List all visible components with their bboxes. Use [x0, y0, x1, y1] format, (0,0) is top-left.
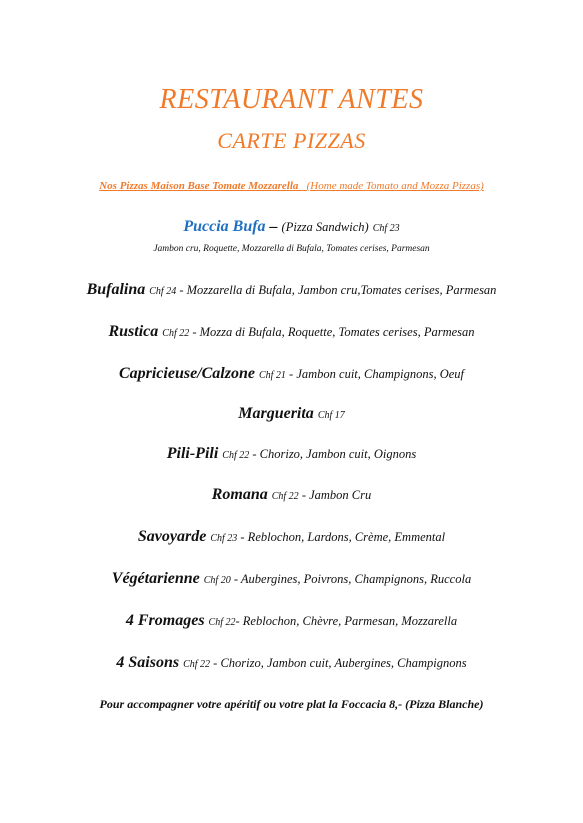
pizza-name: Rustica: [108, 323, 159, 340]
restaurant-title: RESTAURANT ANTES: [159, 84, 424, 115]
pizza-price: Chf 22: [222, 450, 250, 461]
pizza-item: [0, 445, 583, 463]
foccacia-note: Pour accompagner votre apéritif ou votre plat la Foccacia 8,- (Pizza Blanche): [99, 697, 484, 711]
tagline-spacer: [301, 180, 304, 192]
pizza-name: Capricieuse/Calzone: [118, 365, 255, 382]
pizza-item: [0, 570, 583, 588]
pizza-item: [0, 486, 583, 504]
pizza-name: Romana: [211, 486, 268, 503]
pizza-name: Marguerita: [238, 405, 314, 422]
pizza-price: Chf 22: [208, 617, 236, 628]
pizza-name: 4 Fromages: [125, 612, 205, 629]
pizza-item: [0, 281, 583, 299]
pizza-item: [0, 405, 583, 423]
pizza-name: Végétarienne: [111, 570, 200, 587]
tagline-main: Nos Pizzas Maison Base Tomate Mozzarella: [99, 180, 299, 192]
pizza-name: Savoyarde: [137, 528, 207, 545]
pizza-name: 4 Saisons: [116, 654, 180, 671]
pizza-name: Pili-Pili: [166, 445, 219, 462]
puccia-price: Chf 23: [372, 223, 400, 234]
pizza-item: [0, 323, 583, 341]
pizza-description: - Reblochon, Lardons, Crème, Emmental: [237, 530, 446, 544]
pizza-price: Chf 22: [271, 491, 299, 502]
pizza-description: - Mozza di Bufala, Roquette, Tomates cerises, Parmesan: [189, 325, 475, 339]
menu-subtitle: CARTE PIZZAS: [217, 128, 366, 153]
pizza-price: Chf 21: [258, 370, 286, 381]
pizza-price: Chf 17: [317, 410, 345, 421]
puccia-dash: –: [265, 218, 282, 235]
pizza-item: [0, 612, 583, 630]
pizza-description: - Reblochon, Chèvre, Parmesan, Mozzarella: [235, 614, 458, 628]
pizza-price: Chf 23: [210, 533, 238, 544]
pizza-item: [0, 528, 583, 546]
pizza-price: Chf 20: [203, 575, 231, 586]
pizza-name: Bufalina: [86, 281, 146, 298]
pizza-item: [0, 654, 583, 672]
pizza-description: - Mozzarella di Bufala, Jambon cru,Tomates cerises, Parmesan: [176, 283, 497, 297]
pizza-price: Chf 24: [149, 286, 177, 297]
puccia-line: [0, 218, 583, 236]
puccia-extra: (Pizza Sandwich): [281, 220, 369, 234]
pizza-description: - Chorizo, Jambon cuit, Aubergines, Champignons: [210, 656, 467, 670]
menu-tagline: [0, 180, 583, 192]
pizza-item: [0, 365, 583, 383]
pizza-description: - Jambon cuit, Champignons, Oeuf: [285, 367, 465, 381]
pizza-description: - Aubergines, Poivrons, Champignons, Ruccola: [230, 572, 472, 586]
tagline-english: (Home made Tomato and Mozza Pizzas): [306, 180, 484, 192]
puccia-name: Puccia Bufa: [183, 218, 266, 235]
pizza-price: Chf 22: [162, 328, 190, 339]
puccia-description: Jambon cru, Roquette, Mozzarella di Bufala, Tomates cerises, Parmesan: [153, 244, 430, 254]
pizza-price: Chf 22: [183, 659, 211, 670]
pizza-description: - Jambon Cru: [298, 488, 372, 502]
pizza-description: - Chorizo, Jambon cuit, Oignons: [249, 447, 417, 461]
